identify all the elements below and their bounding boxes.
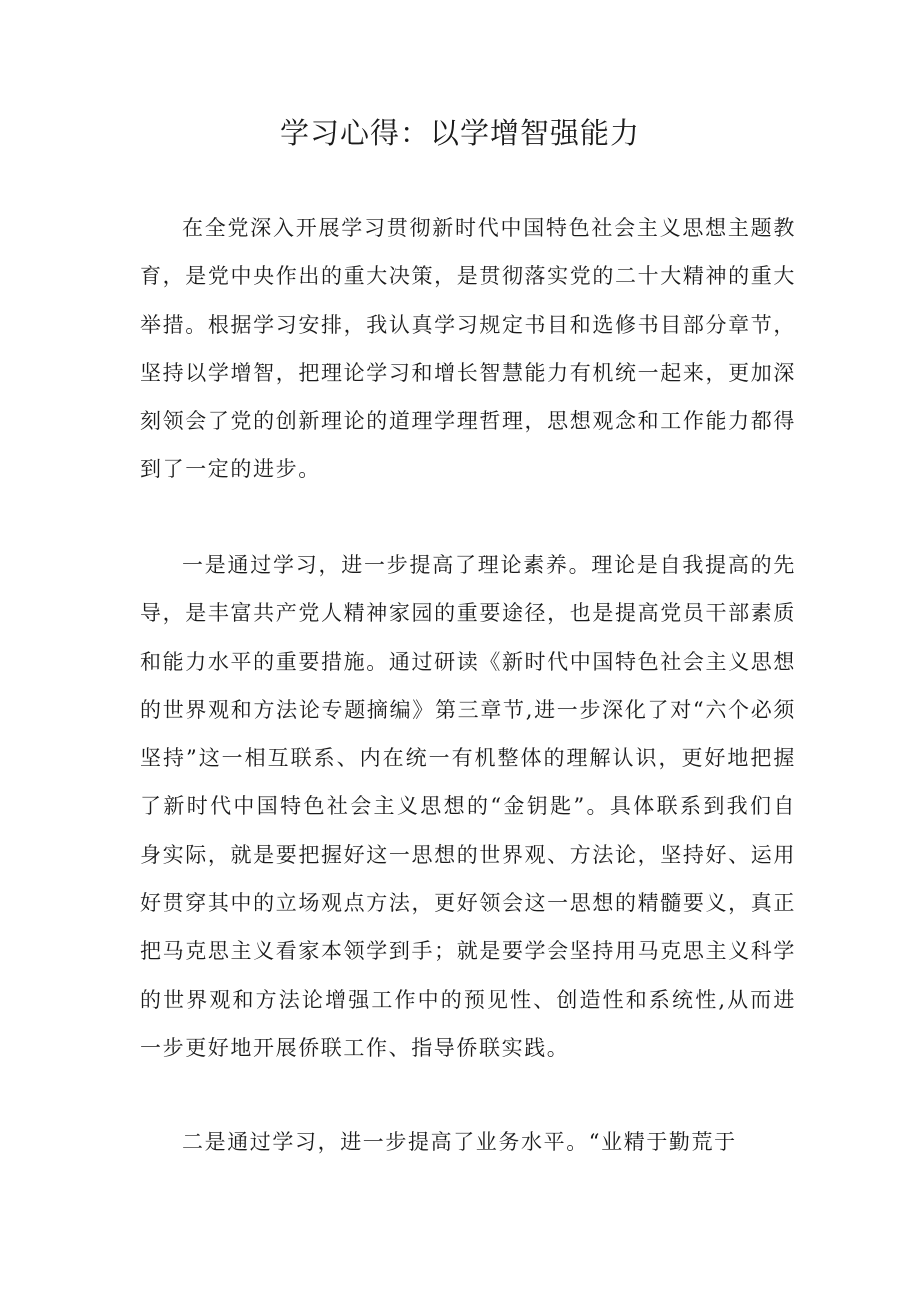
document-title: 学习心得：以学增智强能力 <box>279 116 640 150</box>
paragraph-theory: 一是通过学习，进一步提高了理论素养。理论是自我提高的先导，是丰富共产党人精神家园的重要途径，也是提高党员干部素质和能力水平的重要措施。通过研读《新时代中国特色社会主义思想的世界观和方法论专题摘编》第三章节,进一步深化了对“六个必须坚持”这一相互联系、内在统一有机整体的理解认识，更好地把握了新时代中国特色社会主义思想的“金钥匙”。具体联系到我们自身实际，就是要把握好这一思想的世界观、方法论，坚持好、运用好贯穿其中的立场观点方法，更好领会这一思想的精髓要义，真正把马克思主义看家本领学到手；就是要学会坚持用马克思主义科学的世界观和方法论增强工作中的预见性、创造性和系统性,从而进一步更好地开展侨联工作、指导侨联实践。 <box>140 553 796 1060</box>
paragraph-business: 二是通过学习，进一步提高了业务水平。“业精于勤荒于 <box>182 1130 737 1154</box>
paragraph-intro: 在全党深入开展学习贯彻新时代中国特色社会主义思想主题教育，是党中央作出的重大决策，是贯彻落实党的二十大精神的重大举措。根据学习安排，我认真学习规定书目和选修书目部分章节，坚持以学增智，把理论学习和增长智慧能力有机统一起来，更加深刻领会了党的创新理论的道理学理哲理，思想观念和工作能力都得到了一定的进步。 <box>140 216 796 482</box>
